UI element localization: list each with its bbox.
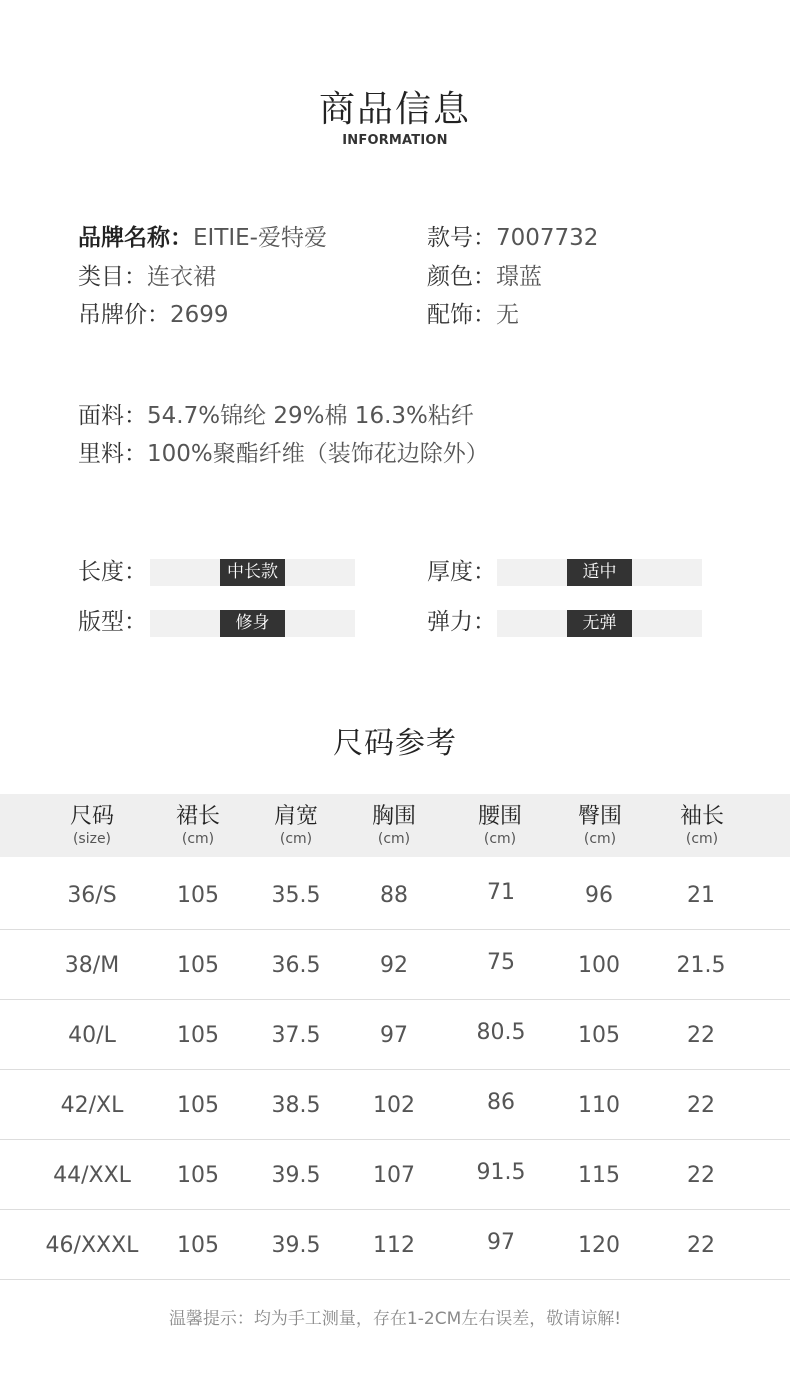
info-fabric-label: 面料： (78, 403, 147, 429)
info-category-label: 类目： (78, 264, 147, 290)
size-table-title: 尺码参考 (333, 726, 457, 761)
info-color-value: 璟蓝 (496, 264, 542, 290)
info-brand (78, 223, 327, 253)
attr-thickness-tag: 适中 (567, 559, 632, 586)
size-table-header (0, 794, 790, 857)
cell-bust: 88 (380, 883, 408, 908)
measurement-note: 温馨提示：均为手工测量，存在1-2CM左右误差，敬请谅解! (168, 1309, 622, 1329)
info-lining-label: 里料： (78, 441, 147, 467)
header-hip-name: 臀围 (577, 804, 622, 829)
cell-hip: 120 (578, 1233, 620, 1258)
header-skirt-length-name: 裙长 (175, 804, 220, 829)
page-title: 商品信息 (318, 89, 471, 130)
table-row (0, 1138, 790, 1210)
header-sleeve-name: 袖长 (679, 804, 724, 829)
attr-elasticity-bar (497, 610, 702, 637)
cell-sleeve: 21.5 (676, 953, 726, 978)
info-price (78, 300, 229, 330)
header-shoulder-unit: (cm) (279, 831, 313, 847)
cell-skirt-length: 105 (177, 1233, 219, 1258)
cell-hip: 100 (578, 953, 620, 978)
info-color (427, 262, 542, 292)
table-row (0, 998, 790, 1070)
cell-size: 44/XXL (53, 1163, 131, 1188)
cell-sleeve: 22 (687, 1093, 715, 1118)
info-brand-label: 品牌名称： (78, 225, 193, 251)
cell-size: 40/L (68, 1023, 116, 1048)
header-skirt-length (143, 794, 253, 847)
cell-waist: 71 (487, 880, 515, 905)
header-hip-unit: (cm) (583, 831, 617, 847)
attr-length-bar (150, 559, 355, 586)
cell-bust: 102 (373, 1093, 415, 1118)
cell-shoulder: 38.5 (271, 1093, 321, 1118)
cell-shoulder: 39.5 (271, 1163, 321, 1188)
info-category-value: 连衣裙 (147, 264, 216, 290)
cell-waist: 80.5 (476, 1020, 526, 1045)
cell-size: 36/S (67, 883, 117, 908)
header-skirt-length-unit: (cm) (181, 831, 215, 847)
cell-skirt-length: 105 (177, 1093, 219, 1118)
cell-shoulder: 39.5 (271, 1233, 321, 1258)
attr-thickness-bar (497, 559, 702, 586)
cell-size: 38/M (64, 953, 120, 978)
header-size (37, 794, 147, 847)
cell-bust: 112 (373, 1233, 415, 1258)
cell-bust: 97 (380, 1023, 408, 1048)
header-hip (545, 794, 655, 847)
header-size-unit: (size) (72, 831, 112, 847)
cell-size: 42/XL (60, 1093, 124, 1118)
info-style-no-label: 款号： (427, 225, 496, 251)
table-row (0, 1208, 790, 1280)
table-row (0, 928, 790, 1000)
info-fabric-value: 54.7%锦纶 29%棉 16.3%粘纤 (147, 403, 474, 429)
header-bust-name: 胸围 (371, 804, 416, 829)
cell-skirt-length: 105 (177, 953, 219, 978)
table-row (0, 858, 790, 930)
cell-sleeve: 22 (687, 1163, 715, 1188)
cell-waist: 97 (487, 1230, 515, 1255)
cell-bust: 107 (373, 1163, 415, 1188)
info-lining (78, 439, 489, 469)
info-price-label: 吊牌价： (78, 302, 170, 328)
page-subtitle: INFORMATION (342, 133, 448, 148)
cell-sleeve: 22 (687, 1233, 715, 1258)
info-style-no-value: 7007732 (496, 225, 599, 251)
header-sleeve-unit: (cm) (685, 831, 719, 847)
header-waist (445, 794, 555, 847)
header-waist-unit: (cm) (483, 831, 517, 847)
cell-waist: 91.5 (476, 1160, 526, 1185)
attr-fit-label: 版型： (78, 609, 147, 635)
header-shoulder-name: 肩宽 (273, 804, 318, 829)
cell-hip: 96 (585, 883, 613, 908)
info-style-no (427, 223, 598, 253)
cell-shoulder: 37.5 (271, 1023, 321, 1048)
cell-skirt-length: 105 (177, 1023, 219, 1048)
header-waist-name: 腰围 (477, 804, 522, 829)
info-lining-value: 100%聚酯纤维（装饰花边除外） (147, 441, 489, 467)
cell-sleeve: 21 (687, 883, 715, 908)
cell-hip: 115 (578, 1163, 620, 1188)
cell-sleeve: 22 (687, 1023, 715, 1048)
table-row (0, 1068, 790, 1140)
cell-bust: 92 (380, 953, 408, 978)
info-accessory-label: 配饰： (427, 302, 496, 328)
info-accessory (427, 300, 519, 330)
info-brand-value: EITIE-爱特爱 (193, 225, 327, 251)
header-shoulder (241, 794, 351, 847)
header-bust-unit: (cm) (377, 831, 411, 847)
header-sleeve (647, 794, 757, 847)
header-size-name: 尺码 (69, 804, 114, 829)
attr-elasticity-label: 弹力： (427, 609, 496, 635)
info-fabric (78, 401, 474, 431)
info-price-value: 2699 (170, 302, 229, 328)
attr-length-tag: 中长款 (220, 559, 285, 586)
info-accessory-value: 无 (496, 302, 519, 328)
cell-shoulder: 35.5 (271, 883, 321, 908)
cell-skirt-length: 105 (177, 1163, 219, 1188)
cell-waist: 75 (487, 950, 515, 975)
cell-hip: 110 (578, 1093, 620, 1118)
attr-fit-tag: 修身 (220, 610, 285, 637)
attr-fit-bar (150, 610, 355, 637)
attr-length-label: 长度： (78, 559, 147, 585)
attr-elasticity-tag: 无弹 (567, 610, 632, 637)
cell-size: 46/XXXL (45, 1233, 139, 1258)
cell-hip: 105 (578, 1023, 620, 1048)
header-bust (339, 794, 449, 847)
cell-skirt-length: 105 (177, 883, 219, 908)
attr-thickness-label: 厚度： (427, 559, 496, 585)
cell-shoulder: 36.5 (271, 953, 321, 978)
info-category (78, 262, 216, 292)
info-color-label: 颜色： (427, 264, 496, 290)
cell-waist: 86 (487, 1090, 515, 1115)
